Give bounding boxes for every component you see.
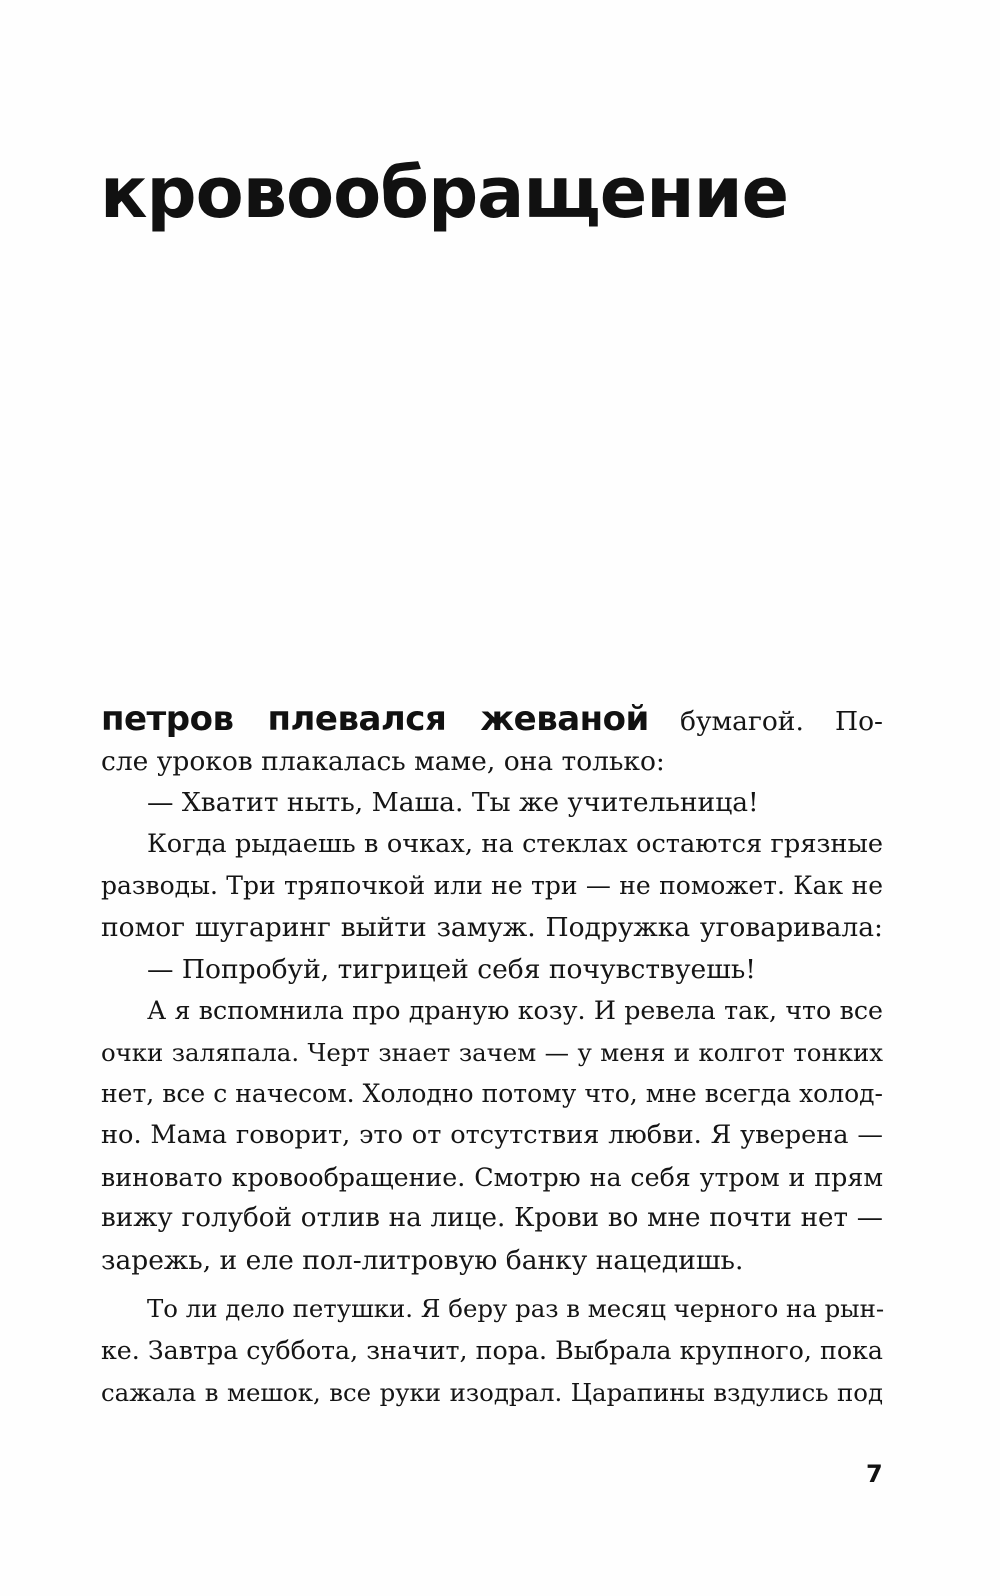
text-line: сле уроков плакалась маме, она только: (101, 745, 665, 777)
text-line: нет, все с начесом. Холодно потому что, мне всегда холод- (101, 1079, 883, 1109)
text-line: разводы. Три тряпочкой или не три — не поможет. Как не (101, 871, 883, 901)
text-line: но. Мама говорит, это от отсутствия любви. Я уверена — (101, 1119, 883, 1150)
text-line: ке. Завтра суббота, значит, пора. Выбрала крупного, пока (101, 1335, 883, 1365)
dialogue-line: — Хватит ныть, Маша. Ты же учительница! (147, 787, 759, 819)
text-line: очки заляпала. Черт знает зачем — у меня и колгот тонких (101, 1037, 883, 1067)
page-number: 7 (866, 1460, 883, 1488)
text-line: вижу голубой отлив на лице. Крови во мне почти нет — (101, 1203, 883, 1234)
text-line: То ли дело петушки. Я беру раз в месяц черного на рын- (147, 1294, 885, 1324)
body-text (101, 699, 883, 1413)
text-line (101, 699, 883, 741)
text-line: сажала в мешок, все руки изодрал. Царапины вздулись под (101, 1377, 883, 1407)
text-line: зарежь, и еле пол-литровую банку нацедишь. (101, 1244, 744, 1276)
text-fragment: бумагой. По- (679, 706, 883, 737)
text-line: помог шугаринг выйти замуж. Подружка уговаривала: (101, 911, 883, 943)
text-line: Когда рыдаешь в очках, на стеклах остаются грязные (147, 828, 883, 859)
lead-in-text: петров плевался жеваной (101, 699, 649, 739)
text-line: А я вспомнила про драную козу. И ревела так, что все (147, 996, 883, 1026)
text-line: виновато кровообращение. Смотрю на себя утром и прям (101, 1162, 883, 1192)
dialogue-line: — Попробуй, тигрицей себя почувствуешь! (147, 953, 756, 985)
chapter-title: кровообращение (100, 152, 789, 234)
paragraph-gap (101, 1281, 883, 1288)
